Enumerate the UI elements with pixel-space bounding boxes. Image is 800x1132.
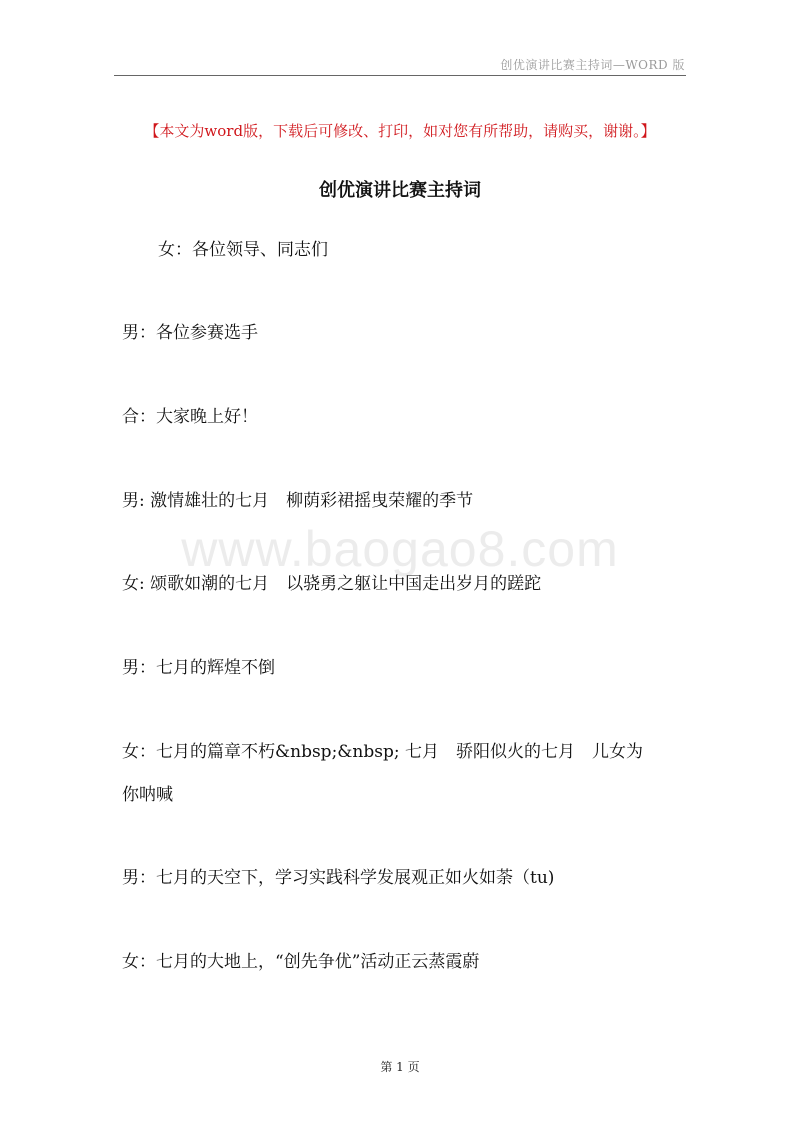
paragraph-line: 女: 颂歌如潮的七月 以骁勇之躯让中国走出岁月的蹉跎 <box>122 574 542 594</box>
paragraph-line: 男：七月的辉煌不倒 <box>122 658 275 678</box>
watermark-text: www.baogao8.com <box>181 521 619 577</box>
download-notice: 【本文为word版，下载后可修改、打印，如对您有所帮助，请购买，谢谢。】 <box>144 122 656 140</box>
page-number: 第 1 页 <box>380 1060 420 1074</box>
paragraph-line: 合：大家晚上好！ <box>122 407 258 427</box>
paragraph-line: 女：七月的篇章不朽&nbsp;&nbsp; 七月 骄阳似火的七月 儿女为 <box>122 742 643 762</box>
paragraph-line: 男：七月的天空下，学习实践科学发展观正如火如荼（tu) <box>122 868 555 888</box>
paragraph-line: 女：各位领导、同志们 <box>158 240 328 260</box>
paragraph-line: 男：各位参赛选手 <box>122 323 258 343</box>
paragraph-line: 女：七月的大地上，“创先争优”活动正云蒸霞蔚 <box>122 952 480 972</box>
paragraph-line: 男: 激情雄壮的七月 柳荫彩裙摇曳荣耀的季节 <box>122 491 474 511</box>
running-header: 创优演讲比赛主持词—WORD 版 <box>500 58 685 72</box>
paragraph-line: 你呐喊 <box>122 785 173 805</box>
document-title: 创优演讲比赛主持词 <box>319 180 481 201</box>
header-divider <box>114 75 686 76</box>
